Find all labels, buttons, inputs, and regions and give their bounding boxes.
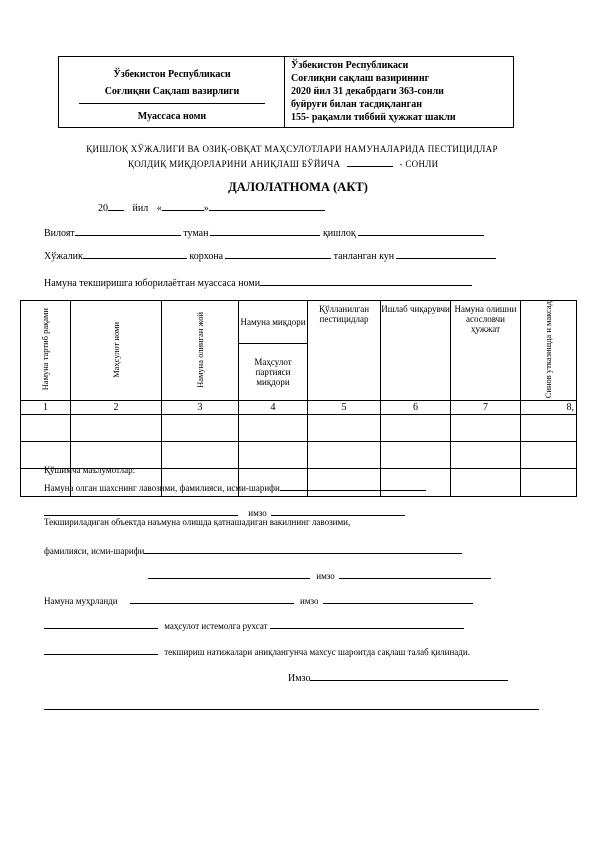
ministry-country: Ўзбекистон Республикаси [113,69,231,80]
sampler-line [44,480,426,493]
table-cell[interactable] [521,469,577,497]
representative-name-field[interactable] [144,543,462,554]
table-cell[interactable] [381,442,451,469]
page-title: ДАЛОЛАТНОМА (АКТ) [228,180,368,194]
tuman-field[interactable] [210,225,320,236]
farm-line [44,248,496,262]
consumption-signature[interactable] [270,618,464,629]
header-batch-quantity: Маҳсулот партияси миқдори [239,343,308,401]
storage-line [44,644,470,657]
date-selected-field[interactable] [396,248,496,259]
representative-sign-line [148,568,491,581]
column-number: 5 [308,401,381,415]
column-number: 2 [71,401,162,415]
subtitle-line-1: ҚИШЛОҚ ХЎЖАЛИГИ ВА ОЗИҚ-ОВҚАТ МАҲСУЛОТЛАРИ НАМУНАЛАРИДА ПЕСТИЦИДЛАР [86,144,498,154]
korxona-field[interactable] [225,248,331,259]
header-pesticides: Қўлланилган пестицидлар [308,301,381,401]
bottom-rule [44,709,539,710]
institution-caption: Муассаса номи [137,111,207,122]
year-word: йил [132,203,149,214]
approval-line-4: буйруғи билан тасдиқланган [291,99,422,110]
representative-name-label: фамилияси, исми-шарифи [44,546,145,556]
table-cell[interactable] [71,415,162,442]
column-numbers-row [21,401,577,415]
imzo-label: имзо [316,571,335,581]
representative-sign-field[interactable] [148,568,310,579]
header-box [58,56,514,128]
final-signature-line [288,670,508,684]
extra-heading: Қўшимча маълумотлар: [44,465,136,475]
qishloq-label: қишлоқ [322,228,356,239]
imzo-label: имзо [248,508,267,518]
table-cell[interactable] [521,442,577,469]
date-line [98,200,325,214]
ministry-name: Соғлиқни Сақлаш вазирлиги [104,86,240,97]
seal-line [44,593,473,606]
close-quote: » [203,203,209,214]
institution-line [79,103,265,104]
approval-line-5: 155- рақамли тиббий ҳужжат шакли [291,112,456,123]
month-field[interactable] [209,200,325,211]
column-number: 6 [381,401,451,415]
date-selected-label: танланган кун [333,251,395,262]
sampler-sign-field[interactable] [44,505,238,516]
representative-line: Текшириладиган объектда наъмуна олишда қатнашадиган вакилнинг лавозими, [44,517,351,527]
final-signature-field[interactable] [310,670,508,681]
header-product-name: Маҳсулот номи [71,301,162,401]
seal-field[interactable] [130,593,294,604]
sampler-field[interactable] [280,480,426,491]
subtitle-line-2-suffix: - СОНЛИ [399,159,439,169]
header-sample-place: Намуна олинган жой [162,301,239,401]
approval-text [291,59,513,124]
header-sample-number: Намуна тартиб рақами [21,301,71,401]
column-number: 4 [239,401,308,415]
viloyat-label: Вилоят [44,228,75,239]
subtitle-line-2-text: ҚОЛДИҚ МИҚДОРЛАРИНИ АНИҚЛАШ БЎЙИЧА [128,159,341,169]
column-number: 3 [162,401,239,415]
korxona-label: корхона [189,251,224,262]
table-cell[interactable] [451,469,521,497]
table-cell[interactable] [308,442,381,469]
consumption-label: маҳсулот истемолга рухсат [164,621,268,631]
representative-name-line [44,543,462,556]
table-cell[interactable] [381,415,451,442]
table-cell[interactable] [239,442,308,469]
viloyat-field[interactable] [75,225,181,236]
table-row [21,415,577,442]
consumption-field[interactable] [44,618,158,629]
table-cell[interactable] [162,415,239,442]
year-field[interactable] [108,200,124,211]
table-cell[interactable] [451,415,521,442]
consumption-line [44,618,464,631]
year-prefix: 20 [98,203,108,214]
region-line [44,225,484,239]
header-test-purpose: Синов утказишда н максад [521,301,577,401]
table-cell[interactable] [162,442,239,469]
storage-label: текшириш натижалари аниқлангунча махсус шароитда сақлаш талаб қилинади. [164,647,470,657]
column-number: 1 [21,401,71,415]
subtitle-line-2 [128,156,438,169]
sampler-label: Намуна олган шахснинг лавозими, фамилияси, исми-шарифи [44,483,280,493]
column-number: 8, [521,401,577,415]
approval-line-1: Ўзбекистон Республикаси [291,60,409,71]
day-field[interactable] [162,200,204,211]
table-cell[interactable] [21,415,71,442]
representative-signature[interactable] [339,568,491,579]
qishloq-field[interactable] [358,225,484,236]
approval-line-3: 2020 йил 31 декабрдаги 363-сонли [291,86,444,97]
act-number-field[interactable] [347,156,393,167]
storage-field[interactable] [44,644,158,655]
institution-sent-line [44,275,472,289]
table-cell[interactable] [239,415,308,442]
table-cell[interactable] [521,415,577,442]
imzo-label: имзо [300,596,319,606]
approval-line-2: Соғлиқни сақлаш вазирининг [291,73,430,84]
header-manufacturer: Ишлаб чиқарувчи [381,301,451,401]
table-cell[interactable] [451,442,521,469]
column-number: 7 [451,401,521,415]
tuman-label: туман [183,228,209,239]
xojalik-label: Хўжалик [44,251,83,262]
header-left-cell [59,57,285,127]
institution-sent-label: Намуна текширишга юборилаётган муассаса номи [44,278,261,289]
institution-sent-field[interactable] [260,275,472,286]
seal-signature[interactable] [323,593,473,604]
open-quote: « [156,203,162,214]
header-sample-quantity: Намуна миқдори [239,301,308,344]
xojalik-field[interactable] [83,248,187,259]
final-imzo-label: Имзо [288,673,311,684]
table-cell[interactable] [308,415,381,442]
seal-label: Намуна муҳрланди [44,596,118,606]
sampler-signature[interactable] [271,505,405,516]
header-basis-document: Намуна олишни асословчи ҳужжат [451,301,521,401]
